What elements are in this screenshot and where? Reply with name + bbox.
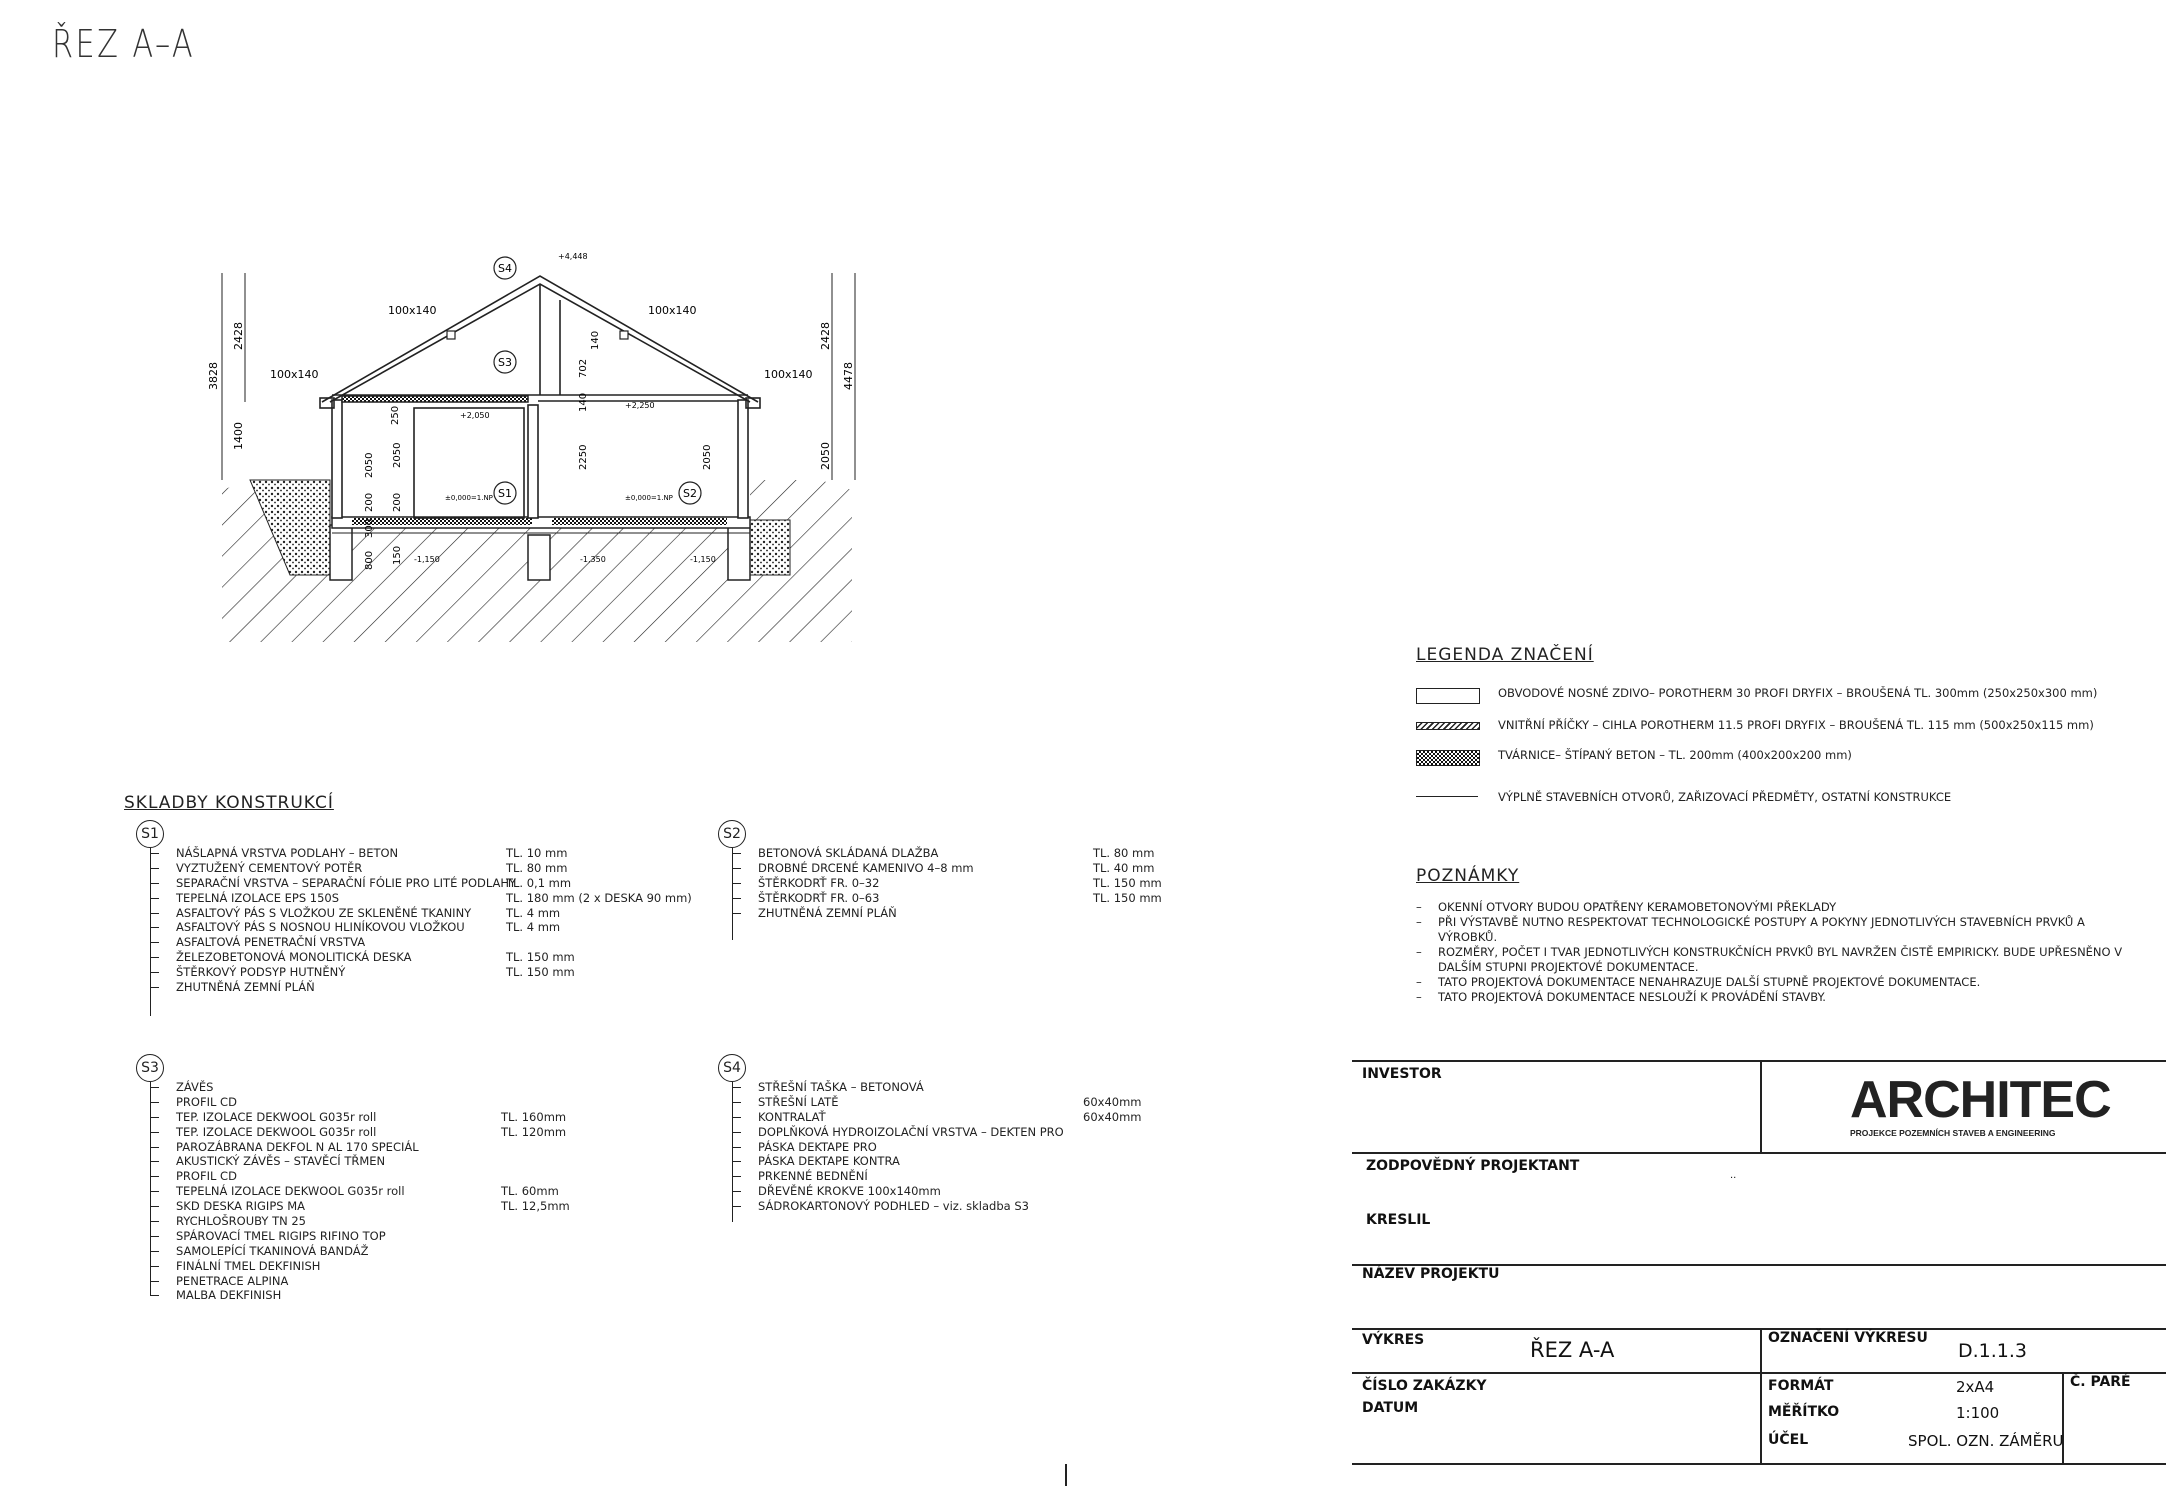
layer-dash <box>151 942 159 943</box>
note-dash: – <box>1416 975 1422 989</box>
layer-name: PAROZÁBRANA DEKFOL N AL 170 SPECIÁL <box>176 1139 419 1154</box>
layer-thickness: TL. 160mm <box>501 1109 567 1124</box>
layer-name: PROFIL CD <box>176 1094 237 1109</box>
layer-list <box>176 1080 570 1303</box>
logo-subtitle: PROJEKCE POZEMNÍCH STAVEB A ENGINEERING <box>1850 1128 2056 1138</box>
layer-name: SÁDROKARTONOVÝ PODHLED – viz. skladba S3 <box>758 1199 1029 1214</box>
layer-item <box>758 1080 1064 1095</box>
layer-name: VYZTUŽENÝ CEMENTOVÝ POTĚR <box>176 860 363 875</box>
layer-dash <box>151 1295 159 1296</box>
dim-inner: 2250 <box>578 444 589 470</box>
layer-item <box>176 1244 419 1259</box>
note-text: TATO PROJEKTOVÁ DOKUMENTACE NESLOUŽÍ K PROVÁDĚNÍ STAVBY. <box>1438 990 1826 1004</box>
layer-thickness: 60x40mm <box>1083 1094 1142 1109</box>
gravel-right <box>750 520 790 575</box>
layer-dash <box>151 1221 159 1222</box>
ucel-value: SPOL. OZN. ZÁMĚRU <box>1908 1432 2064 1450</box>
layer-dash <box>151 868 159 869</box>
layer-dash <box>733 898 741 899</box>
layer-name: BETONOVÁ SKLÁDANÁ DLAŽBA <box>758 846 939 860</box>
layer-name: PÁSKA DEKTAPE KONTRA <box>758 1154 900 1169</box>
layer-item <box>176 1095 419 1110</box>
note-text: OKENNÍ OTVORY BUDOU OPATŘENY KERAMOBETONOVÝMI PŘEKLADY <box>1438 900 1837 914</box>
layer-name: TEPELNÁ IZOLACE EPS 150S <box>176 890 340 905</box>
dim-left: 1400 <box>232 422 245 450</box>
title-block <box>1352 1060 2166 1464</box>
tag-s4: S4 <box>498 262 512 275</box>
note-text: ROZMĚRY, POČET I TVAR JEDNOTLIVÝCH KONSTRUKČNÍCH PRVKŮ BYL NAVRŽEN ČISTĚ EMPIRICKY. BUDE UPŘESNĚNO V DALŠÍM STUPNI PROJEKTOVÉ DOKUMENTACE. <box>1438 945 2123 974</box>
layer-item <box>176 1140 419 1155</box>
layer-name: ASFALTOVÝ PÁS S NOSNOU HLINÍKOVOU VLOŽKOU <box>176 920 465 935</box>
dim-inner: 702 <box>578 358 589 378</box>
layer-item <box>176 980 516 995</box>
layer-tag: S1 <box>136 820 164 848</box>
layer-item <box>176 905 561 921</box>
projektant-value: .. <box>1730 1170 1737 1181</box>
sheet-title: ŘEZ A–A <box>52 22 196 66</box>
layer-thickness: TL. 80 mm <box>506 860 568 875</box>
layer-name: ŽELEZOBETONOVÁ MONOLITICKÁ DESKA <box>176 950 412 965</box>
layer-list <box>176 846 692 995</box>
layer-item <box>176 1169 419 1184</box>
note-text: PŘI VÝSTAVBĚ NUTNO RESPEKTOVAT TECHNOLOGICKÉ POSTUPY A POKYNY JEDNOTLIVÝCH STAVEBNÍCH PRVKŮ A VÝROBKŮ. <box>1438 915 2085 944</box>
dim-inner: 200 <box>364 492 375 512</box>
layer-name: ŠTĚRKOVÝ PODSYP HUTNĚNÝ <box>176 965 346 980</box>
meritko-label: MĚŘÍTKO <box>1768 1404 1840 1420</box>
note-item <box>1416 990 2136 1005</box>
legend-swatch-partition <box>1416 722 1480 730</box>
layer-item <box>176 846 568 861</box>
layer-name: KONTRALAŤ <box>758 1109 826 1124</box>
layer-item <box>176 1288 419 1303</box>
layer-dash <box>151 1206 159 1207</box>
level-mark: +4,448 <box>558 252 588 261</box>
dim-inner: 140 <box>578 392 589 412</box>
roof <box>320 276 760 408</box>
layer-name: ZHUTNĚNÁ ZEMNÍ PLÁŇ <box>176 980 315 995</box>
tag-s1: S1 <box>498 487 512 500</box>
layer-dash <box>733 913 741 914</box>
oznaceni-value: D.1.1.3 <box>1958 1340 2028 1362</box>
notes-title: POZNÁMKY <box>1416 866 1520 886</box>
level-mark: -1,150 <box>414 555 440 564</box>
layer-thickness: TL. 4 mm <box>506 905 561 920</box>
layer-thickness: TL. 150 mm <box>1093 875 1162 890</box>
beam-label: 100x140 <box>648 304 697 317</box>
layer-item <box>758 890 1162 906</box>
level-mark: ±0,000=1.NP <box>625 494 673 502</box>
layer-thickness: TL. 0,1 mm <box>506 875 572 890</box>
layer-name: STŘEŠNÍ LATĚ <box>758 1094 839 1109</box>
layer-item <box>176 1199 570 1214</box>
layer-item <box>758 906 974 921</box>
layer-item <box>176 1274 419 1289</box>
company-logo <box>1850 1071 2111 1138</box>
layer-dash <box>151 1251 159 1252</box>
layer-item <box>176 935 516 950</box>
layer-name: AKUSTICKÝ ZÁVĚS – STAVĚCÍ TŘMEN <box>176 1154 386 1169</box>
layer-name: DOPLŇKOVÁ HYDROIZOLAČNÍ VRSTVA – DEKTEN PRO <box>758 1124 1064 1139</box>
ucel-label: ÚČEL <box>1768 1432 1809 1448</box>
layer-bracket <box>732 1082 733 1222</box>
layer-dash <box>151 927 159 928</box>
layer-item <box>176 1214 419 1229</box>
layer-block-s2 <box>718 820 1178 930</box>
dim-inner: 300 <box>364 518 375 538</box>
logo-text: ARCHITEC <box>1850 1071 2111 1129</box>
nazev-label: NÁZEV PROJEKTU <box>1362 1266 1500 1282</box>
beam-label: 100x140 <box>270 368 319 381</box>
vykres-value: ŘEZ A-A <box>1530 1338 1615 1362</box>
layer-name: SKD DESKA RIGIPS MA <box>176 1199 305 1214</box>
layer-dash <box>733 1087 741 1088</box>
layer-item <box>758 1109 1142 1125</box>
section-drawing <box>200 250 860 650</box>
layer-dash <box>151 972 159 973</box>
layer-item <box>758 1094 1142 1110</box>
layer-dash <box>151 957 159 958</box>
layer-dash <box>151 1266 159 1267</box>
layer-dash <box>151 987 159 988</box>
dim-inner: 2050 <box>702 444 713 470</box>
layer-dash <box>151 1236 159 1237</box>
format-value: 2xA4 <box>1956 1378 1995 1396</box>
dim-inner: 250 <box>390 405 401 425</box>
level-mark: +2,050 <box>460 411 490 420</box>
tag-s3: S3 <box>498 356 512 369</box>
layer-dash <box>733 853 741 854</box>
note-text: TATO PROJEKTOVÁ DOKUMENTACE NENAHRAZUJE DALŠÍ STUPNĚ PROJEKTOVÉ DOKUMENTACE. <box>1438 975 1981 989</box>
ceiling <box>332 395 748 402</box>
layer-name: TEP. IZOLACE DEKWOOL G035r roll <box>176 1124 377 1139</box>
level-mark: -1,350 <box>580 555 606 564</box>
layer-dash <box>733 1161 741 1162</box>
layer-item <box>176 1109 567 1125</box>
layer-name: SPÁROVACÍ TMEL RIGIPS RIFINO TOP <box>176 1228 386 1243</box>
layer-name: PENETRACE ALPINA <box>176 1273 289 1288</box>
note-item <box>1416 945 2136 975</box>
layer-thickness: 60x40mm <box>1083 1109 1142 1124</box>
layer-bracket <box>732 848 733 940</box>
layer-name: ŠTĚRKODRŤ FR. 0–32 <box>758 875 880 890</box>
level-mark: -1,150 <box>690 555 716 564</box>
meritko-value: 1:100 <box>1956 1404 2000 1422</box>
note-dash: – <box>1416 945 1422 959</box>
beam-label: 100x140 <box>764 368 813 381</box>
layer-item <box>176 1154 419 1169</box>
dim-inner: 140 <box>590 330 601 350</box>
layer-tag: S3 <box>136 1054 164 1082</box>
layer-dash <box>151 1147 159 1148</box>
level-mark: +2,250 <box>625 401 655 410</box>
layer-dash <box>733 1132 741 1133</box>
layer-dash <box>151 1176 159 1177</box>
tag-s2: S2 <box>683 487 697 500</box>
dim-left: 2428 <box>232 322 245 350</box>
layer-thickness: TL. 150 mm <box>506 965 575 980</box>
layer-item <box>176 890 692 906</box>
notes-list <box>1416 900 2136 1005</box>
layer-name: PÁSKA DEKTAPE PRO <box>758 1139 877 1154</box>
level-mark: ±0,000=1.NP <box>445 494 493 502</box>
layer-dash <box>151 1281 159 1282</box>
layer-bracket <box>150 848 151 1016</box>
layer-item <box>176 1259 419 1274</box>
datum-label: DATUM <box>1362 1400 1419 1416</box>
sheet-fold-mark <box>1065 1464 1067 1486</box>
layer-dash <box>733 868 741 869</box>
layer-item <box>176 860 568 876</box>
layer-name: PRKENNÉ BEDNĚNÍ <box>758 1169 868 1184</box>
section-tags <box>494 257 701 504</box>
pare-label: Č. PARÉ <box>2070 1374 2131 1390</box>
layer-item <box>176 875 572 891</box>
layer-dash <box>151 913 159 914</box>
layer-dash <box>733 1206 741 1207</box>
layer-item <box>758 860 1155 876</box>
layer-item <box>758 1169 1064 1184</box>
layer-name: RYCHLOŠROUBY TN 25 <box>176 1214 306 1229</box>
projektant-label: ZODPOVĚDNÝ PROJEKTANT <box>1366 1158 1580 1174</box>
layer-item <box>176 1124 567 1140</box>
layer-item <box>176 1080 419 1095</box>
layer-name: NÁŠLAPNÁ VRSTVA PODLAHY – BETON <box>176 846 399 860</box>
layer-thickness: TL. 150 mm <box>506 950 575 965</box>
layer-name: ASFALTOVÁ PENETRAČNÍ VRSTVA <box>176 935 366 950</box>
layer-dash <box>151 898 159 899</box>
note-dash: – <box>1416 990 1422 1004</box>
dim-right: 2050 <box>819 442 832 470</box>
legend-text: TVÁRNICE– ŠTÍPANÝ BETON – TL. 200mm (400x200x200 mm) <box>1498 748 1852 762</box>
layer-dash <box>733 1147 741 1148</box>
layer-block-s3 <box>136 1054 696 1304</box>
layer-dash <box>151 1191 159 1192</box>
dim-right: 4478 <box>842 362 855 390</box>
layer-dash <box>733 1191 741 1192</box>
zakazka-label: ČÍSLO ZAKÁZKY <box>1362 1378 1487 1394</box>
layer-name: ZHUTNĚNÁ ZEMNÍ PLÁŇ <box>758 905 897 920</box>
layer-thickness: TL. 120mm <box>501 1124 567 1139</box>
dim-inner: 800 <box>364 550 375 570</box>
skladby-title: SKLADBY KONSTRUKCÍ <box>124 793 334 813</box>
layer-item <box>758 1140 1064 1155</box>
layer-tag: S2 <box>718 820 746 848</box>
layer-item <box>758 1125 1064 1140</box>
layer-dash <box>733 1102 741 1103</box>
dim-inner: 2050 <box>392 442 403 468</box>
layer-item <box>758 875 1162 891</box>
layer-item <box>176 965 575 980</box>
layer-item <box>176 1229 419 1244</box>
layer-dash <box>151 853 159 854</box>
layer-name: STŘEŠNÍ TAŠKA – BETONOVÁ <box>758 1080 924 1094</box>
vykres-label: VÝKRES <box>1362 1332 1425 1348</box>
layer-item <box>176 1184 559 1199</box>
dim-inner: 2050 <box>364 452 375 478</box>
beam-label: 100x140 <box>388 304 437 317</box>
layer-thickness: TL. 180 mm (2 x DESKA 90 mm) <box>506 890 692 905</box>
layer-name: TEPELNÁ IZOLACE DEKWOOL G035r roll <box>176 1184 405 1199</box>
layer-name: ZÁVĚS <box>176 1080 214 1094</box>
note-item <box>1416 975 2136 990</box>
layer-item <box>758 846 1155 861</box>
note-dash: – <box>1416 915 1422 929</box>
layer-name: ASFALTOVÝ PÁS S VLOŽKOU ZE SKLENĚNÉ TKANINY <box>176 905 472 920</box>
dim-left: 3828 <box>207 362 220 390</box>
layer-name: FINÁLNÍ TMEL DEKFINISH <box>176 1258 321 1273</box>
layer-tag: S4 <box>718 1054 746 1082</box>
layer-thickness: TL. 60mm <box>501 1184 559 1199</box>
layer-thickness: TL. 80 mm <box>1093 846 1155 860</box>
layer-name: TEP. IZOLACE DEKWOOL G035r roll <box>176 1109 377 1124</box>
legend-swatch-block <box>1416 750 1480 766</box>
dim-inner: 200 <box>392 492 403 512</box>
note-dash: – <box>1416 900 1422 914</box>
layer-thickness: TL. 150 mm <box>1093 890 1162 905</box>
layer-item <box>758 1184 1064 1199</box>
legend-title: LEGENDA ZNAČENÍ <box>1416 645 1594 665</box>
layer-name: MALBA DEKFINISH <box>176 1288 282 1303</box>
format-label: FORMÁT <box>1768 1378 1834 1394</box>
layer-list <box>758 1080 1142 1214</box>
layer-dash <box>151 1102 159 1103</box>
layer-dash <box>733 1176 741 1177</box>
layer-dash <box>733 1117 741 1118</box>
layer-name: DŘEVĚNÉ KROKVE 100x140mm <box>758 1184 941 1199</box>
layer-dash <box>151 1117 159 1118</box>
investor-label: INVESTOR <box>1362 1066 1442 1082</box>
layer-item <box>758 1199 1064 1214</box>
layer-item <box>176 920 561 935</box>
legend-text: VNITŘNÍ PŘÍČKY – CIHLA POROTHERM 11.5 PROFI DRYFIX – BROUŠENÁ TL. 115 mm (500x250x115 mm) <box>1498 718 2094 732</box>
layer-list <box>758 846 1162 920</box>
layer-block-s1 <box>136 820 696 1020</box>
legend-swatch-line <box>1416 796 1478 797</box>
layer-thickness: TL. 4 mm <box>506 920 561 935</box>
layer-dash <box>151 1161 159 1162</box>
dim-inner: 150 <box>392 545 403 565</box>
layer-thickness: TL. 10 mm <box>506 846 568 860</box>
layer-thickness: TL. 12,5mm <box>501 1199 570 1214</box>
note-item <box>1416 900 2136 915</box>
layer-item <box>176 950 575 965</box>
legend-swatch-wall <box>1416 688 1480 704</box>
layer-dash <box>151 1087 159 1088</box>
oznaceni-label: OZNAČENÍ VÝKRESU <box>1768 1330 1928 1346</box>
layer-dash <box>151 883 159 884</box>
layer-block-s4 <box>718 1054 1178 1224</box>
layer-name: ŠTĚRKODRŤ FR. 0–63 <box>758 890 880 905</box>
layer-bracket <box>150 1082 151 1296</box>
layer-name: SAMOLEPÍCÍ TKANINOVÁ BANDÁŽ <box>176 1243 369 1258</box>
layer-dash <box>733 883 741 884</box>
layer-item <box>758 1154 1064 1169</box>
legend-text: VÝPLNĚ STAVEBNÍCH OTVORŮ, ZAŘIZOVACÍ PŘEDMĚTY, OSTATNÍ KONSTRUKCE <box>1498 790 1952 804</box>
layer-thickness: TL. 40 mm <box>1093 860 1155 875</box>
layer-name: SEPARAČNÍ VRSTVA – SEPARAČNÍ FÓLIE PRO LITÉ PODLAHY <box>176 875 517 890</box>
note-item <box>1416 915 2136 945</box>
kreslil-label: KRESLIL <box>1366 1212 1431 1228</box>
layer-name: PROFIL CD <box>176 1169 237 1184</box>
legend-text: OBVODOVÉ NOSNÉ ZDIVO– POROTHERM 30 PROFI DRYFIX – BROUŠENÁ TL. 300mm (250x250x300 mm) <box>1498 686 2098 700</box>
layer-name: DROBNÉ DRCENÉ KAMENIVO 4–8 mm <box>758 860 974 875</box>
dim-right: 2428 <box>819 322 832 350</box>
layer-dash <box>151 1132 159 1133</box>
